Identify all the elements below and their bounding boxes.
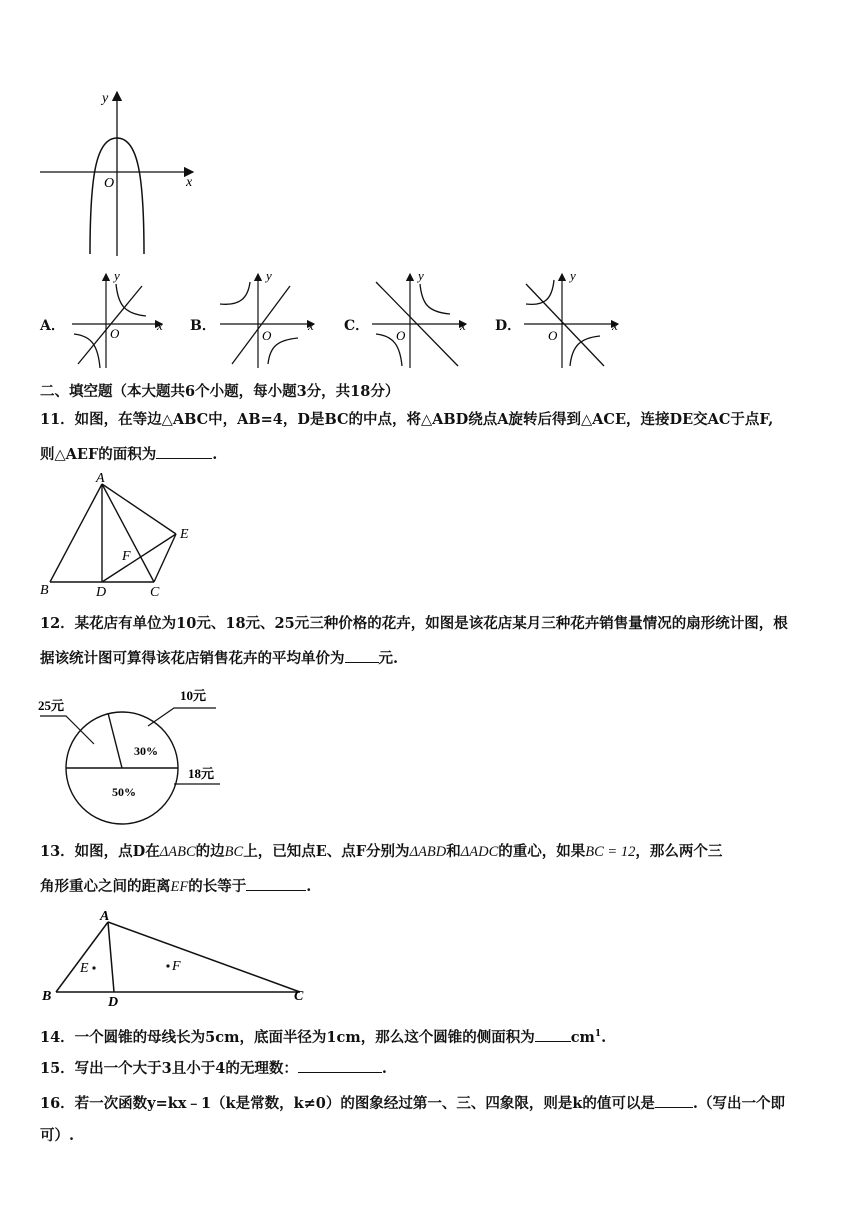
q11-line1: 11．如图，在等边△ABC中，AB=4，D是BC的中点，将△ABD绕点A旋转后得到△ACE，连接DE交AC于点F, [40,411,774,428]
q16-answer-blank[interactable] [655,1093,693,1108]
pie-label-18: 18元 [188,766,215,781]
origin-label: O [104,176,115,191]
svg-text:E: E [180,527,189,542]
q11-answer-blank[interactable] [156,444,212,459]
q12-pie-chart [36,680,236,830]
q13-answer-blank[interactable] [246,876,306,891]
svg-text:y: y [418,268,424,283]
leader-10 [148,708,216,726]
svg-text:y: y [570,268,576,283]
leader-25 [40,716,94,744]
svg-text:D: D [108,995,119,1010]
q15: 15．写出一个大于3且小于4的无理数： . [40,1060,387,1077]
svg-text:B: B [40,583,49,598]
svg-text:O: O [262,328,272,343]
q11-line2: 则△AEF的面积为 . [40,446,218,463]
svg-text:A: A [96,472,105,486]
q12-answer-blank[interactable] [345,648,379,663]
q12-line2: 据该统计图可算得该花店销售花卉的平均单价为 元. [40,650,399,667]
svg-text:y: y [266,268,272,283]
hyperbola-branch-2 [74,334,100,368]
option-b-letter: B． [190,318,216,334]
q11-figure [40,472,200,600]
option-a-graph [70,268,166,370]
y-axis-label: y [102,91,109,106]
option-c-letter: C． [344,318,370,334]
svg-text:x: x [308,318,314,333]
svg-text:E: E [80,961,89,976]
pie-label-25: 25元 [38,698,65,713]
svg-text:x: x [612,318,618,333]
pie-value-30: 30% [134,744,158,758]
svg-text:O: O [548,328,558,343]
line-graph [78,286,142,364]
q16-line2: 可）. [40,1127,75,1144]
x-axis-label: x [186,175,193,190]
q13-figure [38,906,318,1010]
option-b-graph [218,268,318,370]
point-e [92,966,95,969]
pie-divider-radius [108,713,122,768]
svg-text:y: y [114,268,120,283]
svg-text:A: A [100,909,110,924]
svg-text:C: C [294,989,304,1004]
svg-text:O: O [110,326,120,341]
point-f [166,964,169,967]
option-d-letter: D． [495,318,522,334]
pie-value-50: 50% [112,785,136,799]
svg-text:D: D [96,585,107,600]
q15-answer-blank[interactable] [298,1058,382,1073]
option-c-graph [370,268,470,370]
svg-text:O: O [396,328,406,343]
q16-line1: 16．若一次函数y=kx﹣1（k是常数，k≠0）的图象经过第一、三、四象限，则是k的值可以是 .（写出一个即 [40,1095,785,1112]
q13-line1: 13．如图，点D在ΔABC的边BC上，已知点E、点F分别为ΔABD和ΔADC的重心，如果BC = 12，那么两个三 [40,843,723,860]
main-parabola-graph [38,86,198,258]
svg-text:x: x [157,318,163,333]
pie-label-10: 10元 [180,688,207,703]
option-d-graph [522,268,622,370]
svg-text:F: F [172,959,181,974]
q12-line1: 12．某花店有单位为10元、18元、25元三种价格的花卉，如图是该花店某月三种花卉销售量情况的扇形统计图，根 [40,615,788,632]
q14-answer-blank[interactable] [535,1027,571,1042]
q13-line2: 角形重心之间的距离EF的长等于 . [40,878,312,895]
svg-text:B: B [42,989,52,1004]
section2-heading: 二、填空题（本大题共6个小题，每小题3分，共18分） [40,383,400,400]
q14: 14．一个圆锥的母线长为5cm，底面半径为1cm，那么这个圆锥的侧面积为 $cm^1$. [40,1028,607,1046]
svg-text:C: C [150,585,160,600]
svg-text:x: x [460,318,466,333]
svg-text:F: F [122,549,131,564]
option-a-letter: A． [40,318,65,334]
